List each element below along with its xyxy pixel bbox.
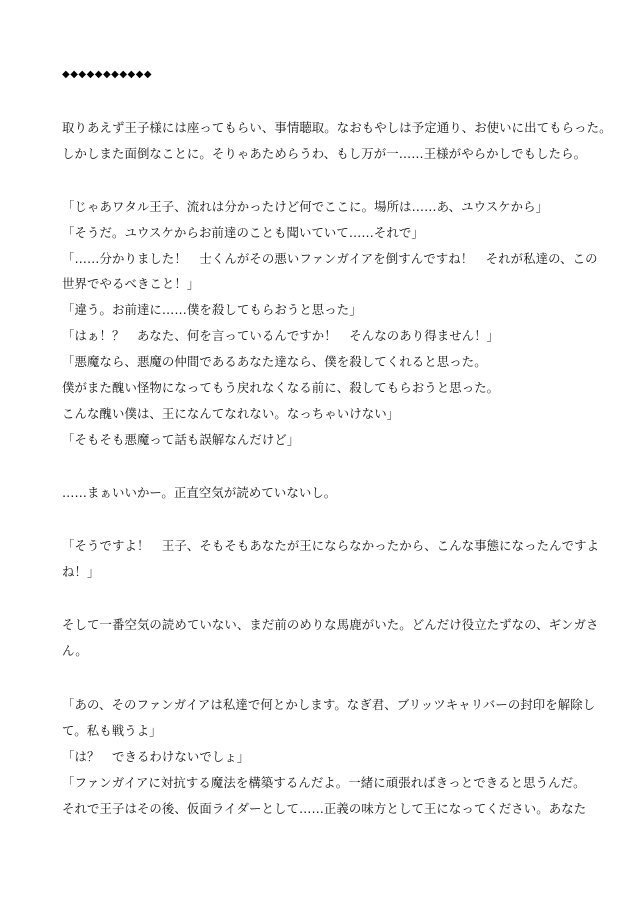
dialogue-line: 「じゃあワタル王子、流れは分かったけど何でここに。場所は……あ、ユウスケから」: [62, 199, 549, 214]
dialogue-line: 「そうですよ！ 王子、そもそもあなたが王にならなかったから、こんな事態になったんですよ: [62, 538, 600, 553]
dialogue-line: 「そもそも悪魔って話も誤解なんだけど」: [62, 432, 300, 447]
text-line: ……まぁいいかー。正直空気が読めていないし。: [62, 485, 337, 500]
dialogue-line: 「はぁ！？ あなた、何を言っているんですか！ そんなのあり得ません！」: [62, 328, 500, 343]
dialogue-line: 「違う。お前達に……僕を殺してもらおうと思った」: [62, 302, 362, 317]
dialogue-line: 世界でやるべきこと！」: [62, 276, 200, 291]
text-line: しかしまた面倒なことに。そりゃあためらうわ、もし万が一……王様がやらかしでもしたら。: [62, 146, 587, 161]
dialogue-line: こんな醜い僕は、王になんてなれない。なっちゃいけない」: [62, 406, 400, 421]
text-line: 取りあえず王子様には座ってもらい、事情聴取。なおもやしは予定通り、お使いに出てもらった。: [62, 120, 612, 135]
dialogue-line: 「……分かりました！ 士くんがその悪いファンガイアを倒すんですね！ それが私達の、この: [62, 251, 598, 266]
text-line: ん。: [62, 643, 88, 658]
text-line: そして一番空気の読めていない、まだ前のめりな馬鹿がいた。どんだけ役立たずなの、ギンガさ: [62, 617, 599, 632]
dialogue-line: 「は？ できるわけないでしょ」: [62, 749, 250, 764]
dialogue-line: それで王子はその後、仮面ライダーとして……正義の味方として王になってください。あなた: [62, 801, 587, 816]
scene-separator: ◆◆◆◆◆◆◆◆◆◆◆: [62, 69, 153, 80]
dialogue-line: 「ファンガイアに対抗する魔法を構築するんだよ。一緒に頑張ればきっとできると思うんだ。: [62, 775, 586, 790]
dialogue-line: て。私も戦うよ」: [62, 723, 162, 738]
dialogue-line: ね！」: [62, 564, 100, 579]
dialogue-line: 「そうだ。ユウスケからお前達のことも聞いていて……それで」: [62, 225, 424, 240]
dialogue-line: 僕がまた醜い怪物になってもう戻れなくなる前に、殺してもらおうと思った。: [62, 380, 500, 395]
dialogue-line: 「悪魔なら、悪魔の仲間であるあなた達なら、僕を殺してくれると思った。: [62, 354, 487, 369]
dialogue-line: 「あの、そのファンガイアは私達で何とかします。なぎ君、ブリッツキャリバーの封印を解除し: [62, 697, 596, 712]
